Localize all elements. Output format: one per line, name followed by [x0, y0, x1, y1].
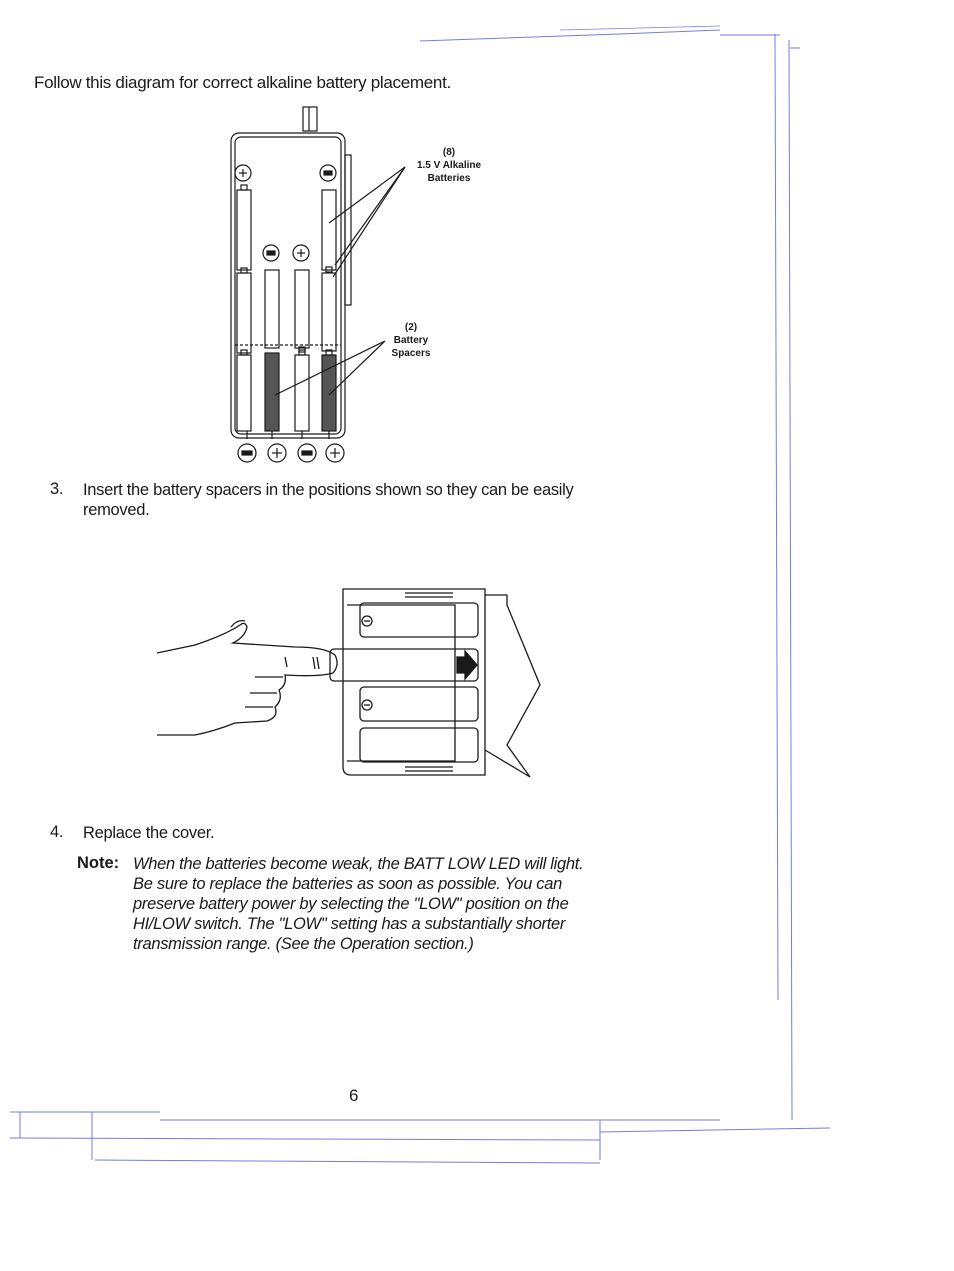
note-line-4: HI/LOW switch. The "LOW" setting has a substantially shorter	[133, 915, 566, 933]
note-body	[133, 854, 673, 954]
note-line-3: preserve battery power by selecting the "LOW" position on the	[133, 895, 569, 913]
note-line-2: Be sure to replace the batteries as soon as possible. You can	[133, 875, 563, 893]
step-3-line-1: Insert the battery spacers in the positions shown so they can be easily	[83, 481, 574, 499]
spacers-count-label: (2)	[404, 322, 418, 333]
step-4-number: 4.	[50, 823, 64, 841]
batteries-name-label: Batteries	[427, 173, 471, 184]
spacers-name-label: Spacers	[391, 348, 431, 359]
batteries-type-label: 1.5 V Alkaline	[416, 160, 482, 171]
step-4-text: Replace the cover.	[83, 824, 215, 842]
step-3-text	[83, 480, 683, 520]
step-3-line-2: removed.	[83, 501, 150, 519]
insert-battery-illustration	[155, 585, 545, 785]
batteries-count-label: (8)	[442, 147, 456, 158]
note-line-1: When the batteries become weak, the BATT LOW LED will light.	[133, 855, 584, 873]
spacers-type-label: Battery	[393, 335, 429, 346]
note-label: Note:	[77, 854, 120, 872]
note-line-5: transmission range. (See the Operation section.)	[133, 935, 474, 953]
step-3-number: 3.	[50, 480, 64, 498]
intro-text: Follow this diagram for correct alkaline battery placement.	[34, 73, 451, 92]
battery-placement-diagram	[225, 105, 505, 470]
page-number: 6	[349, 1086, 359, 1105]
